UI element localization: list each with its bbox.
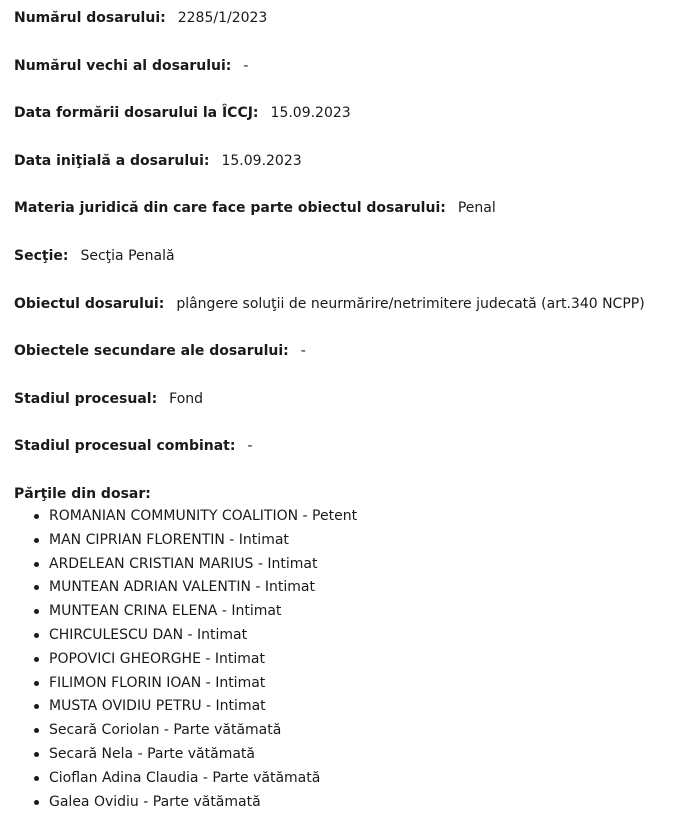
bullet-icon (34, 681, 39, 686)
list-item (34, 673, 700, 697)
bullet-icon (34, 538, 39, 543)
list-item (34, 625, 700, 649)
list-item (34, 601, 700, 625)
party-text: Secară Coriolan - Parte vătămată (49, 722, 282, 739)
bullet-icon (34, 562, 39, 567)
bullet-icon (34, 752, 39, 757)
bullet-icon (34, 514, 39, 519)
party-text: Cioflan Adina Claudia - Parte vătămată (49, 769, 321, 786)
initial-date-value: 15.09.2023 (221, 152, 302, 169)
party-text: POPOVICI GHEORGHE - Intimat (49, 650, 265, 667)
list-item (34, 792, 700, 816)
secondary-objects-row (14, 341, 700, 389)
combined-stage-label: Stadiul procesual combinat: (14, 438, 236, 455)
formation-date-row (14, 103, 700, 151)
party-text: MAN CIPRIAN FLORENTIN - Intimat (49, 531, 289, 548)
bullet-icon (34, 704, 39, 709)
case-number-row (14, 8, 700, 56)
bullet-icon (34, 633, 39, 638)
parties-label: Părţile din dosar: (14, 485, 151, 502)
list-item (34, 554, 700, 578)
bullet-icon (34, 609, 39, 614)
bullet-icon (34, 657, 39, 662)
secondary-objects-value: - (300, 343, 306, 360)
party-text: MUNTEAN CRINA ELENA - Intimat (49, 603, 282, 620)
case-number-value: 2285/1/2023 (177, 10, 268, 26)
section-value: Secţia Penală (80, 247, 175, 264)
party-text: ARDELEAN CRISTIAN MARIUS - Intimat (49, 555, 318, 572)
list-item (34, 649, 700, 673)
legal-matter-value: Penal (457, 200, 496, 217)
legal-matter-label: Materia juridică din care face parte obiectul dosarului: (14, 200, 446, 217)
combined-stage-row (14, 436, 700, 484)
party-text: ROMANIAN COMMUNITY COALITION - Petent (49, 507, 358, 524)
party-text: Secară Nela - Parte vătămată (49, 745, 255, 762)
old-case-number-value: - (243, 57, 249, 74)
parties-list (14, 506, 700, 815)
initial-date-label: Data iniţială a dosarului: (14, 152, 210, 169)
list-item (34, 744, 700, 768)
party-text: MUSTA OVIDIU PETRU - Intimat (49, 698, 266, 715)
list-item (34, 506, 700, 530)
secondary-objects-label: Obiectele secundare ale dosarului: (14, 343, 289, 360)
list-item (34, 530, 700, 554)
case-object-row (14, 294, 700, 342)
party-text: FILIMON FLORIN IOAN - Intimat (49, 674, 266, 691)
party-text: CHIRCULESCU DAN - Intimat (49, 626, 248, 643)
bullet-icon (34, 585, 39, 590)
legal-matter-row (14, 198, 700, 246)
bullet-icon (34, 776, 39, 781)
party-text: MUNTEAN ADRIAN VALENTIN - Intimat (49, 579, 315, 596)
procedural-stage-label: Stadiul procesual: (14, 390, 158, 407)
procedural-stage-row (14, 389, 700, 437)
case-number-label: Numărul dosarului: (14, 10, 166, 26)
section-row (14, 246, 700, 294)
procedural-stage-value: Fond (169, 390, 204, 407)
list-item (34, 720, 700, 744)
old-case-number-row (14, 56, 700, 104)
formation-date-label: Data formării dosarului la ÎCCJ: (14, 105, 259, 122)
bullet-icon (34, 728, 39, 733)
party-text: Galea Ovidiu - Parte vătămată (49, 793, 261, 810)
initial-date-row (14, 151, 700, 199)
formation-date-value: 15.09.2023 (270, 105, 351, 122)
old-case-number-label: Numărul vechi al dosarului: (14, 57, 232, 74)
case-object-value: plângere soluţii de neurmărire/netrimitere judecată (art.340 NCPP) (176, 295, 645, 312)
list-item (34, 577, 700, 601)
case-object-label: Obiectul dosarului: (14, 295, 165, 312)
combined-stage-value: - (247, 438, 253, 455)
section-label: Secţie: (14, 247, 69, 264)
bullet-icon (34, 800, 39, 805)
parties-section (14, 484, 700, 815)
list-item (34, 696, 700, 720)
list-item (34, 768, 700, 792)
